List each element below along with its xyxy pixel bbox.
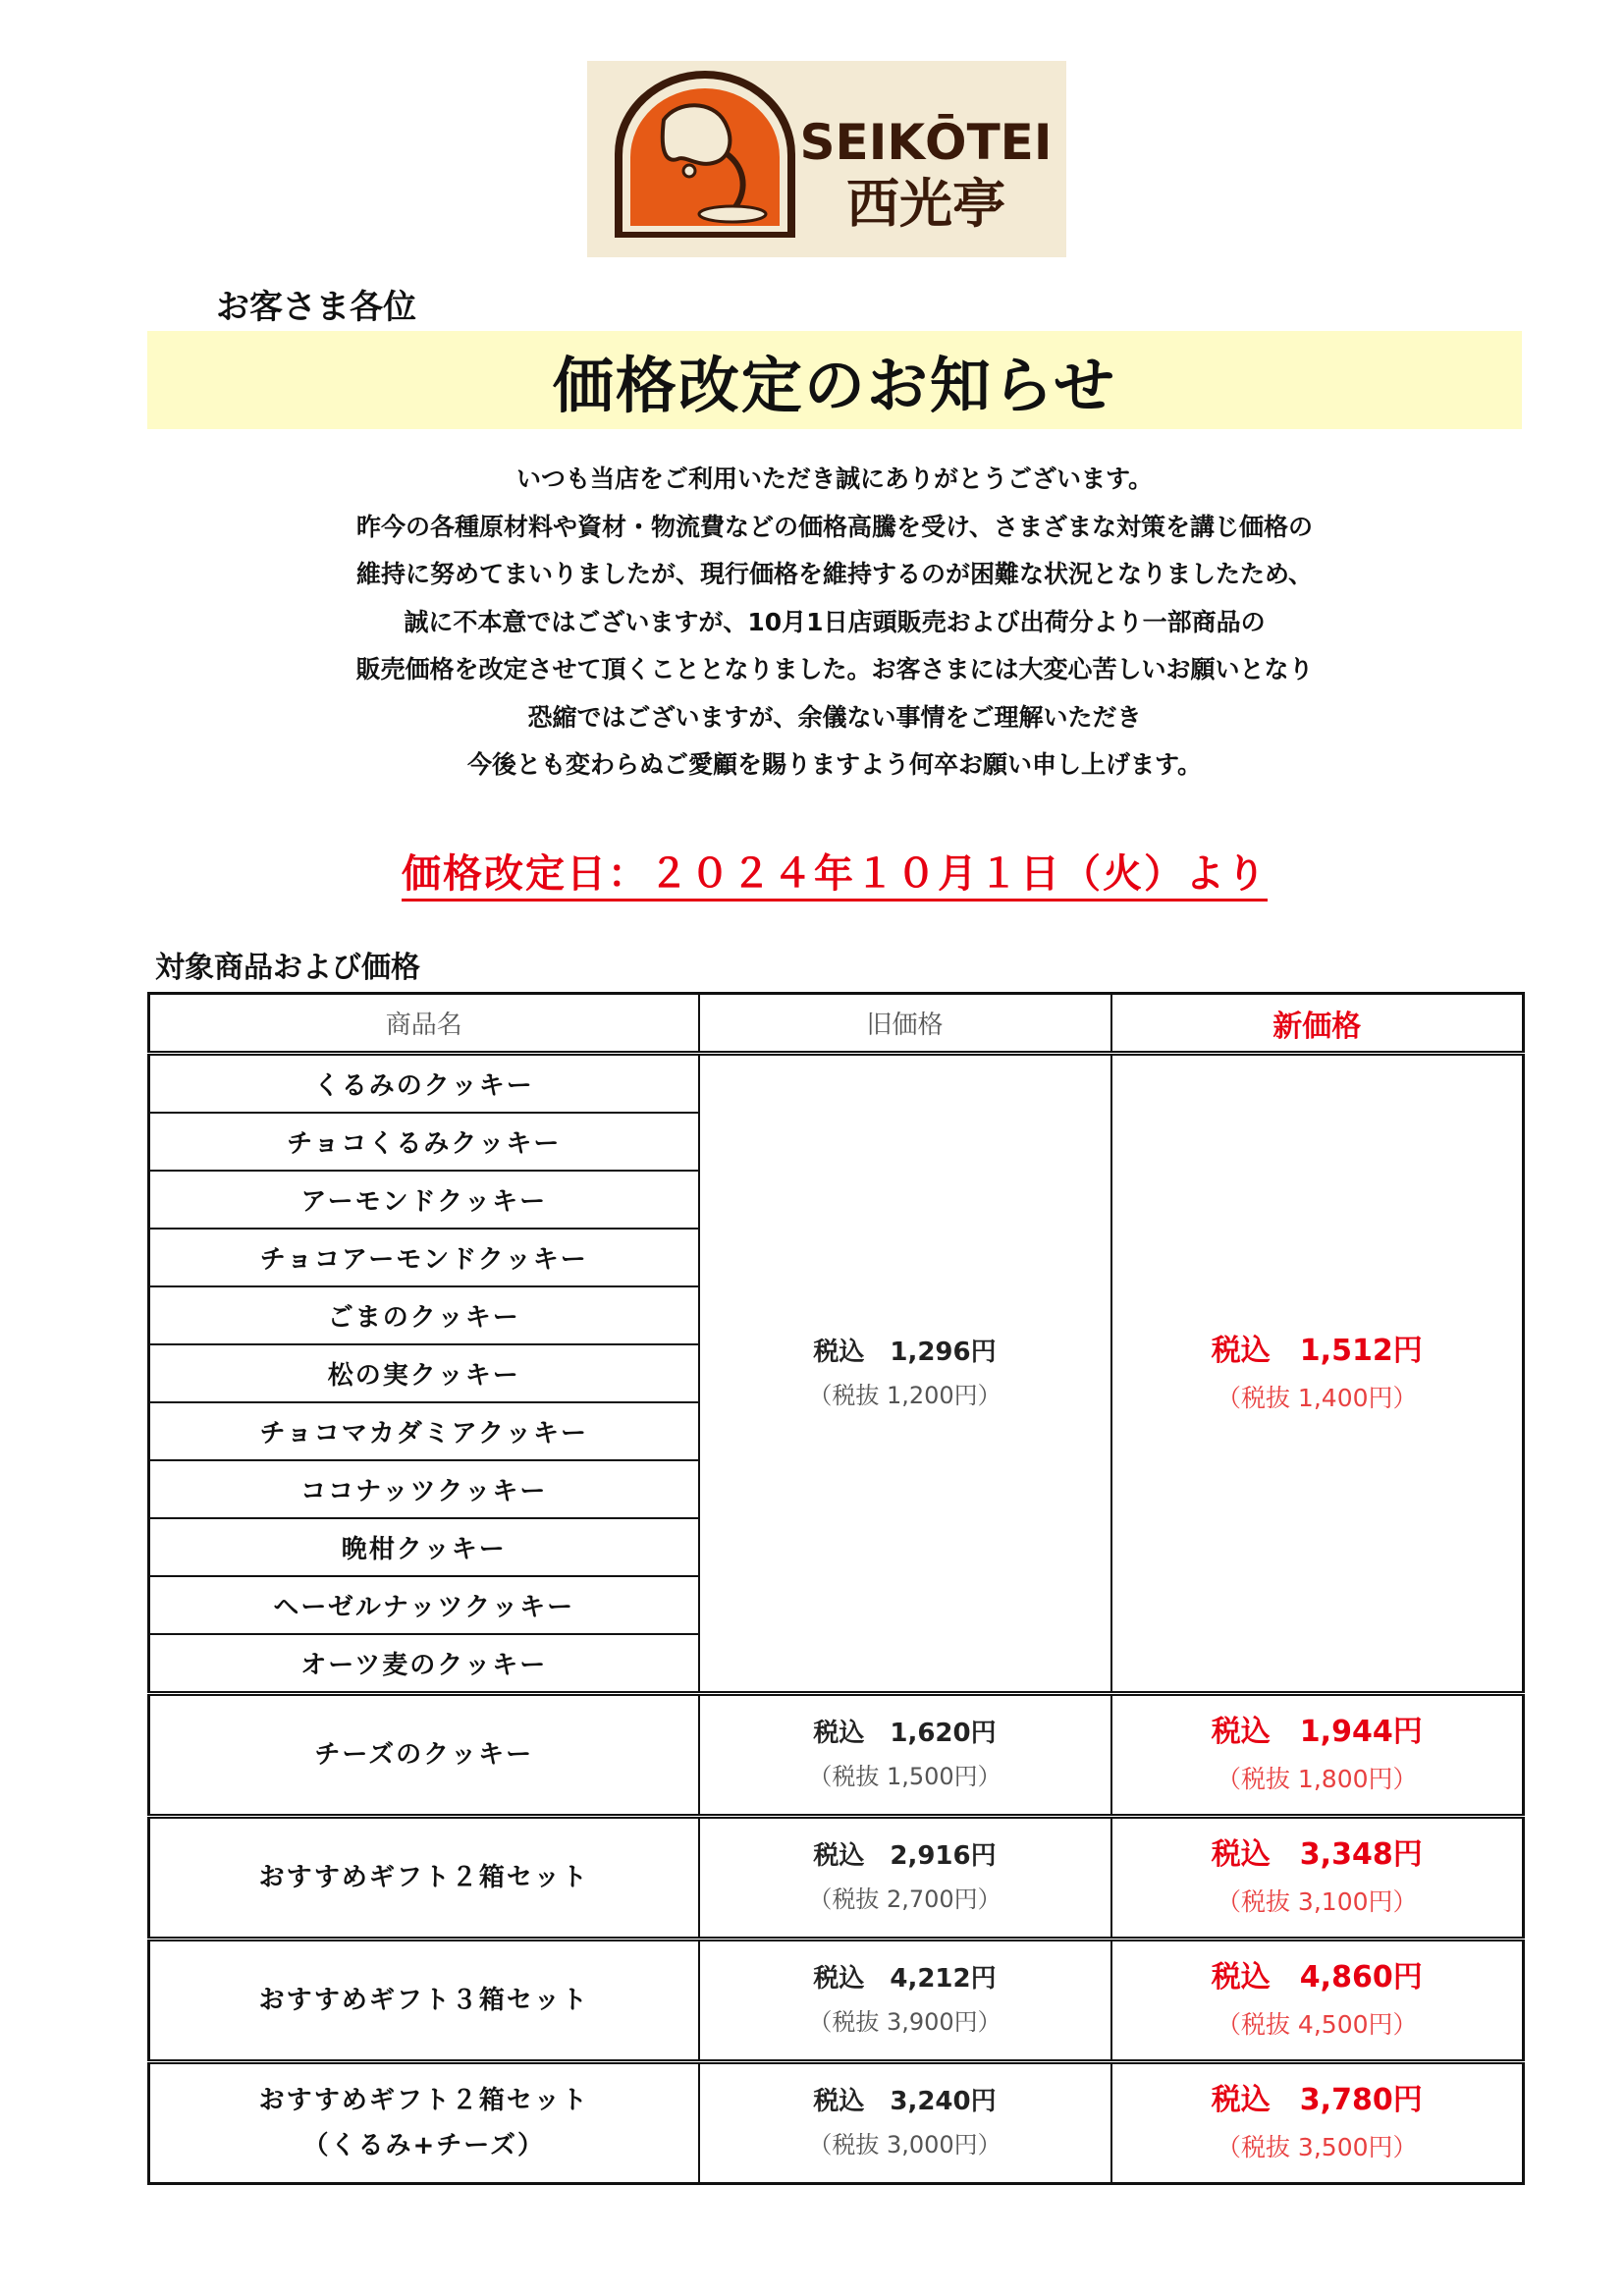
header-product: 商品名	[149, 994, 699, 1054]
product-name: オーツ麦のクッキー	[149, 1634, 699, 1694]
table-row	[149, 2062, 1524, 2184]
product-name: 晩柑クッキー	[149, 1518, 699, 1576]
old-price-incl: 税込 1,296円	[813, 1337, 997, 1367]
body-line: いつも当店をご利用いただき誠にありがとうございます。	[515, 465, 1153, 493]
product-name-line: おすすめギフト２箱セット	[258, 1863, 589, 1892]
new-price-cell	[1111, 1817, 1524, 1940]
new-price-incl: 税込 3,780円	[1211, 2083, 1423, 2117]
body-line: 昨今の各種原材料や資材・物流費などの価格高騰を受け、さまざまな対策を講じ価格の	[355, 512, 1313, 541]
new-price-excl: （税抜 3,500円）	[1216, 2133, 1418, 2161]
new-price-incl: 税込 1,512円	[1211, 1333, 1423, 1368]
new-price-incl: 税込 3,348円	[1211, 1837, 1423, 1872]
product-name-line: おすすめギフト３箱セット	[258, 1986, 589, 2015]
revision-date	[147, 843, 1522, 899]
product-name: チョコマカダミアクッキー	[149, 1402, 699, 1460]
lamp-emblem-icon	[587, 61, 1066, 257]
old-price-cell	[699, 1940, 1111, 2062]
greeting: お客さま各位	[216, 288, 416, 327]
product-name-line: （くるみ+チーズ）	[302, 2131, 545, 2160]
new-price-cell	[1111, 1694, 1524, 1817]
new-price-incl: 税込 1,944円	[1211, 1715, 1423, 1749]
product-name	[149, 2062, 699, 2184]
old-price-incl: 税込 1,620円	[813, 1719, 997, 1748]
table-header-row	[149, 994, 1524, 1054]
product-name: チョコアーモンドクッキー	[149, 1229, 699, 1286]
old-price-cell	[699, 1817, 1111, 1940]
new-price-cell	[1111, 1940, 1524, 2062]
product-name: ヘーゼルナッツクッキー	[149, 1576, 699, 1634]
old-price-excl: （税抜 3,000円）	[808, 2131, 1001, 2159]
table-row	[149, 1694, 1524, 1817]
new-price-excl: （税抜 1,400円）	[1216, 1383, 1418, 1412]
body-line: 誠に不本意ではございますが、10月1日店頭販売および出荷分より一部商品の	[404, 607, 1266, 636]
new-price-cell	[1111, 1054, 1524, 1694]
old-price-cell	[699, 2062, 1111, 2184]
section-label: 対象商品および価格	[155, 951, 420, 985]
header-new-price: 新価格	[1111, 994, 1524, 1054]
notice-body	[147, 456, 1522, 790]
product-name-line: チーズのクッキー	[314, 1740, 534, 1770]
table-row	[149, 1817, 1524, 1940]
product-name	[149, 1817, 699, 1940]
product-name: アーモンドクッキー	[149, 1171, 699, 1229]
product-name: くるみのクッキー	[149, 1054, 699, 1114]
old-price-cell	[699, 1694, 1111, 1817]
body-line: 販売価格を改定させて頂くこととなりました。お客さまには大変心苦しいお願いとなり	[355, 655, 1314, 683]
new-price-excl: （税抜 3,100円）	[1216, 1887, 1418, 1916]
old-price-incl: 税込 4,212円	[813, 1964, 997, 1994]
price-table	[147, 992, 1525, 2185]
old-price-excl: （税抜 1,500円）	[808, 1763, 1001, 1790]
header-old-price: 旧価格	[699, 994, 1111, 1054]
table-row	[149, 1940, 1524, 2062]
product-name: ごまのクッキー	[149, 1286, 699, 1344]
product-name: ココナッツクッキー	[149, 1460, 699, 1518]
title-band	[147, 331, 1522, 429]
body-line: 今後とも変わらぬご愛顧を賜りますよう何卒お願い申し上げます。	[466, 750, 1202, 779]
product-name-line: おすすめギフト２箱セット	[258, 2086, 589, 2115]
product-name: 松の実クッキー	[149, 1344, 699, 1402]
product-name	[149, 1940, 699, 2062]
new-price-cell	[1111, 2062, 1524, 2184]
old-price-excl: （税抜 2,700円）	[808, 1886, 1001, 1913]
revision-date-text: 価格改定日：２０２４年１０月１日（火）より	[402, 851, 1268, 902]
page-title: 価格改定のお知らせ	[552, 349, 1117, 421]
table-row	[149, 1054, 1524, 1114]
body-line: 恐縮ではございますが、余儀ない事情をご理解いただき	[527, 702, 1142, 732]
old-price-excl: （税抜 3,900円）	[808, 2008, 1001, 2036]
new-price-excl: （税抜 4,500円）	[1216, 2010, 1418, 2039]
new-price-incl: 税込 4,860円	[1211, 1960, 1423, 1995]
seikotei-logo	[587, 61, 1066, 257]
body-line: 維持に努めてまいりましたが、現行価格を維持するのが困難な状況となりましたため、	[355, 560, 1313, 588]
brand-japanese: 西光亭	[846, 173, 1005, 235]
old-price-incl: 税込 3,240円	[813, 2087, 997, 2116]
product-name	[149, 1694, 699, 1817]
old-price-incl: 税込 2,916円	[813, 1841, 997, 1871]
old-price-excl: （税抜 1,200円）	[808, 1381, 1001, 1409]
product-name: チョコくるみクッキー	[149, 1113, 699, 1171]
brand-latin: SEIKŌTEI	[799, 114, 1053, 171]
new-price-excl: （税抜 1,800円）	[1216, 1765, 1418, 1793]
old-price-cell	[699, 1054, 1111, 1694]
